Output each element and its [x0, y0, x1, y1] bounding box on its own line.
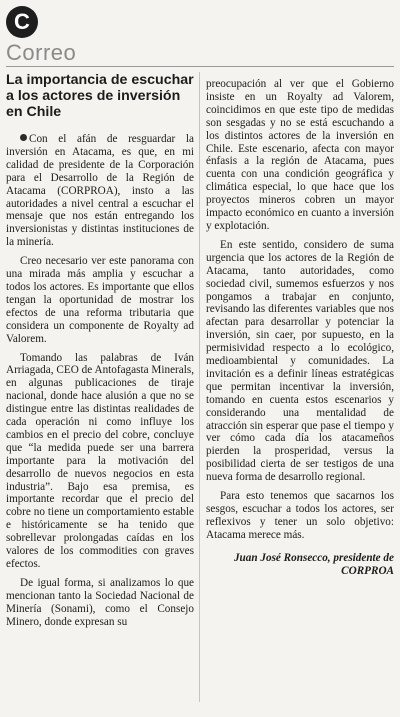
paragraph: Creo necesario ver este panorama con una mirada más amplia y escuchar a todos los actores. Es importante que ellos tengan la oportunidad de mostrar los efectos de una reforma tributaria que considera un componente de Royalty ad Valorem. — [6, 255, 194, 345]
paragraph: De igual forma, si analizamos lo que mencionan tanto la Sociedad Nacional de Minería (Sonami), como el Consejo Minero, donde expresan su — [6, 576, 194, 628]
section-divider — [6, 66, 394, 67]
signature — [206, 552, 394, 578]
paragraph: Tomando las palabras de Iván Arriagada, CEO de Antofagasta Minerals, en algunas publicaciones de tiraje nacional, donde hace alusión a que no se distingue entre las distintas realidades de cada operación ni como influye los cambios en el precio del cobre, concluye que “la medida puede ser una barrera importante para la motivación del desarrollo de nuevos negocios en esta industria”. Bajo esa premisa, es importante recordar que el precio del cobre no tiene un comportamiento estable e históricamente se ha tenido que sobrellevar prolongadas caídas en los valores de los commodities con graves efectos. — [6, 351, 194, 570]
bullet-icon — [20, 134, 27, 141]
paragraph: En este sentido, considero de suma urgencia que los actores de la Región de Atacama, tanto autoridades, como sociedad civil, sumemos esfuerzos y nos pongamos a trabajar en conjunto, revisando las diferentes variables que nos afectan para desarrollar y potenciar la inversión, sin caer, por supuesto, en la permisividad respecto a lo ecológico, medioambiental y comunidades. La invitación es a definir líneas estratégicas que permitan incentivar la inversión, tomando en cuenta estos escenarios y considerando una mentalidad de atracción sin esperar que pase el tiempo y ver cómo cada día los atacameños pierden la prosperidad, versus la posibilidad cierta de ser testigos de una nueva forma de desarrollo regional. — [206, 238, 394, 484]
paragraph: Para esto tenemos que sacarnos los sesgos, escuchar a todos los actores, ser reflexivos y tener un solo objetivo: Atacama merece más. — [206, 490, 394, 541]
article-headline: La importancia de escuchar a los actores de inversión en Chile — [6, 72, 194, 120]
section-letter-badge: C — [6, 6, 38, 38]
section-header — [6, 6, 394, 65]
paragraph-text: Con el afán de resguardar la inversión en Atacama, es que, en mi calidad de presidente de la Corporación para el Desarrollo de la Región de Atacama (CORPROA), insto a las autoridades a nivel central a escuchar el mensaje que nos están entregando los inversionistas y distintas instituciones de la minería. — [6, 133, 194, 249]
section-name: Correo — [6, 40, 77, 65]
column-divider — [199, 72, 200, 702]
signature-name: Juan José Ronsecco, presidente de — [233, 551, 394, 564]
left-column — [6, 133, 194, 629]
signature-org: CORPROA — [341, 564, 394, 577]
paragraph: preocupación al ver que el Gobierno insiste en un Royalty ad Valorem, coincidimos en que este tipo de medidas son sesgadas y no se está escuchando a los distintos actores de la inversión en Chile. Este escenario, afecta con mayor énfasis a la región de Atacama, pues cuenta con una condición geográfica y climática especial, lo que hace que los proyectos mineros cobren un mayor impacto económico en cuanto a inversión y explotación. — [206, 78, 394, 232]
right-column — [206, 78, 394, 578]
paragraph — [6, 133, 194, 249]
